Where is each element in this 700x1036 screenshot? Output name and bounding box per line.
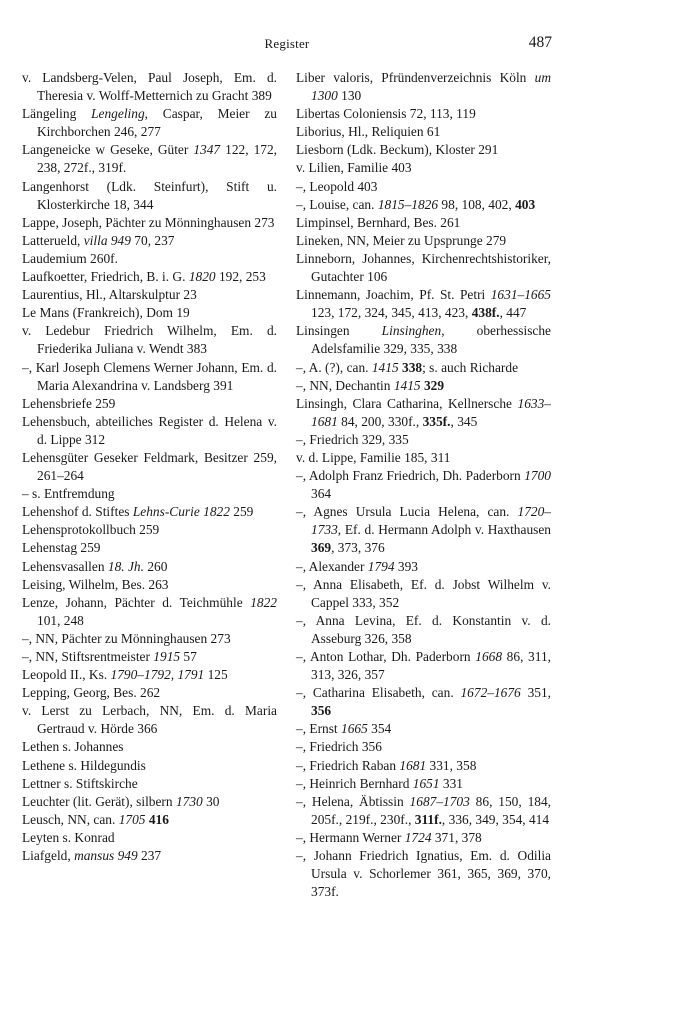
index-entry: –, Karl Joseph Clemens Werner Johann, Em. d. Maria Alexandrina v. Landsberg 391 xyxy=(22,359,277,393)
index-entry: Leusch, NN, can. 1705 416 xyxy=(22,811,169,827)
index-entry: –, Alexander 1794 393 xyxy=(296,558,418,574)
index-entry: Linsingh, Clara Catharina, Kellnersche 1633–1681 84, 200, 330f., 335f., 345 xyxy=(296,395,551,429)
index-entry: Längeling Lengeling, Caspar, Meier zu Kirchborchen 246, 277 xyxy=(22,106,278,140)
index-entry: Leopold II., Ks. 1790–1792, 1791 125 xyxy=(22,667,228,683)
index-entry: Leyten s. Konrad xyxy=(22,829,115,845)
index-entry: – s. Entfremdung xyxy=(22,486,115,502)
index-entry: Le Mans (Frankreich), Dom 19 xyxy=(22,305,190,321)
index-entry: –, Heinrich Bernhard 1651 331 xyxy=(296,775,463,791)
page-header xyxy=(22,34,552,54)
index-entry: –, Johann Friedrich Ignatius, Em. d. Odilia Ursula v. Schorlemer 361, 365, 369, 370, 373f. xyxy=(296,848,551,900)
index-entry: Liber valoris, Pfründenverzeichnis Köln um 1300 130 xyxy=(296,70,551,104)
index-entry: Lehensbuch, abteiliches Register d. Helena v. d. Lippe 312 xyxy=(22,413,277,447)
index-entry: –, Adolph Franz Friedrich, Dh. Paderborn 1700 364 xyxy=(296,468,551,502)
index-entry: –, Catharina Elisabeth, can. 1672–1676 351, 356 xyxy=(296,685,552,719)
index-entry: Lehensbriefe 259 xyxy=(22,395,116,411)
index-entry: Linnemann, Joachim, Pf. St. Petri 1631–1665 123, 172, 324, 345, 413, 423, 438f., 447 xyxy=(296,287,551,321)
index-entry: –, Friedrich 329, 335 xyxy=(296,431,409,447)
index-entry: v. Landsberg-Velen, Paul Joseph, Em. d. Theresia v. Wolff-Metternich zu Gracht 389 xyxy=(22,70,277,104)
index-entry: Lehenstag 259 xyxy=(22,540,101,556)
index-entry: Lehensprotokollbuch 259 xyxy=(22,522,160,538)
index-entry: v. Lerst zu Lerbach, NN, Em. d. Maria Gertraud v. Hörde 366 xyxy=(22,703,277,737)
index-entry: Laudemium 260f. xyxy=(22,250,118,266)
index-entry: –, Friedrich 356 xyxy=(296,739,382,755)
index-entry: Limpinsel, Bernhard, Bes. 261 xyxy=(296,214,461,230)
running-title: Register xyxy=(264,36,310,51)
index-entry: Lappe, Joseph, Pächter zu Mönninghausen 273 xyxy=(22,214,275,230)
index-entry: Laufkoetter, Friedrich, B. i. G. 1820 192, 253 xyxy=(22,269,266,285)
index-entry: –, Anton Lothar, Dh. Paderborn 1668 86, 311, 313, 326, 357 xyxy=(296,649,551,683)
index-entry: Liafgeld, mansus 949 237 xyxy=(22,848,162,864)
index-entry: –, NN, Stiftsrentmeister 1915 57 xyxy=(22,649,197,664)
index-entry: Liesborn (Ldk. Beckum), Kloster 291 xyxy=(296,142,499,158)
index-entry: Leuchter (lit. Gerät), silbern 1730 30 xyxy=(22,793,220,809)
index-entry: Lepping, Georg, Bes. 262 xyxy=(22,685,161,701)
index-entry: –, Ernst 1665 354 xyxy=(296,721,392,737)
index-entry: –, Hermann Werner 1724 371, 378 xyxy=(296,829,482,845)
index-entry: –, Anna Levina, Ef. d. Konstantin v. d. Asseburg 326, 358 xyxy=(296,612,551,646)
index-entry: –, Agnes Ursula Lucia Helena, can. 1720–1733, Ef. d. Hermann Adolph v. Haxthausen 369, 373, 376 xyxy=(296,504,551,556)
index-column-left xyxy=(22,69,277,865)
index-entry: Libertas Coloniensis 72, 113, 119 xyxy=(296,106,476,122)
index-entry: Lethene s. Hildegundis xyxy=(22,757,146,773)
index-entry: Linsingen Linsinghen, oberhessische Adelsfamilie 329, 335, 338 xyxy=(296,323,551,357)
index-entry: –, Louise, can. 1815–1826 98, 108, 402, 403 xyxy=(296,196,536,212)
index-entry: Lettner s. Stiftskirche xyxy=(22,775,138,791)
index-entry: Lenze, Johann, Pächter d. Teichmühle 1822 101, 248 xyxy=(22,594,277,628)
index-entry: Langeneicke w Geseke, Güter 1347 122, 172, 238, 272f., 319f. xyxy=(22,142,278,176)
index-entry: v. d. Lippe, Familie 185, 311 xyxy=(296,449,451,465)
index-entry: Linneborn, Johannes, Kirchenrechtshistoriker, Gutachter 106 xyxy=(296,250,551,285)
index-entry: –, A. (?), can. 1415 338; s. auch Richarde xyxy=(296,359,519,375)
index-entry: Lehensvasallen 18. Jh. 260 xyxy=(22,558,168,574)
index-entry: –, Leopold 403 xyxy=(296,178,378,194)
index-entry: Leising, Wilhelm, Bes. 263 xyxy=(22,576,169,592)
index-entry: –, NN, Dechantin 1415 329 xyxy=(296,377,445,393)
index-entry: Laurentius, Hl., Altarskulptur 23 xyxy=(22,287,197,303)
index-entry: –, Helena, Äbtissin 1687–1703 86, 150, 184, 205f., 219f., 230f., 311f., 336, 349, 354, 414 xyxy=(296,793,552,827)
page-number: 487 xyxy=(528,34,552,51)
index-entry: Langenhorst (Ldk. Steinfurt), Stift u. Klosterkirche 18, 344 xyxy=(22,178,277,212)
index-entry: Lineken, NN, Meier zu Upsprunge 279 xyxy=(296,232,507,248)
index-entry: –, Friedrich Raban 1681 331, 358 xyxy=(296,757,477,773)
index-entry: Liborius, Hl., Reliquien 61 xyxy=(296,124,441,140)
index-entry: Lehenshof d. Stiftes Lehns-Curie 1822 259 xyxy=(22,504,254,520)
index-entry: v. Ledebur Friedrich Wilhelm, Em. d. Friederika Juliana v. Wendt 383 xyxy=(22,323,277,357)
index-entry: –, Anna Elisabeth, Ef. d. Jobst Wilhelm v. Cappel 333, 352 xyxy=(296,576,551,610)
index-entry: –, NN, Pächter zu Mönninghausen 273 xyxy=(22,630,231,646)
index-entry: Lethen s. Johannes xyxy=(22,739,124,755)
index-entry: Latterueld, villa 949 70, 237 xyxy=(22,232,175,248)
index-entry: v. Lilien, Familie 403 xyxy=(296,160,412,176)
index-column-right xyxy=(296,69,551,901)
index-entry: Lehensgüter Geseker Feldmark, Besitzer 259, 261–264 xyxy=(22,449,277,484)
